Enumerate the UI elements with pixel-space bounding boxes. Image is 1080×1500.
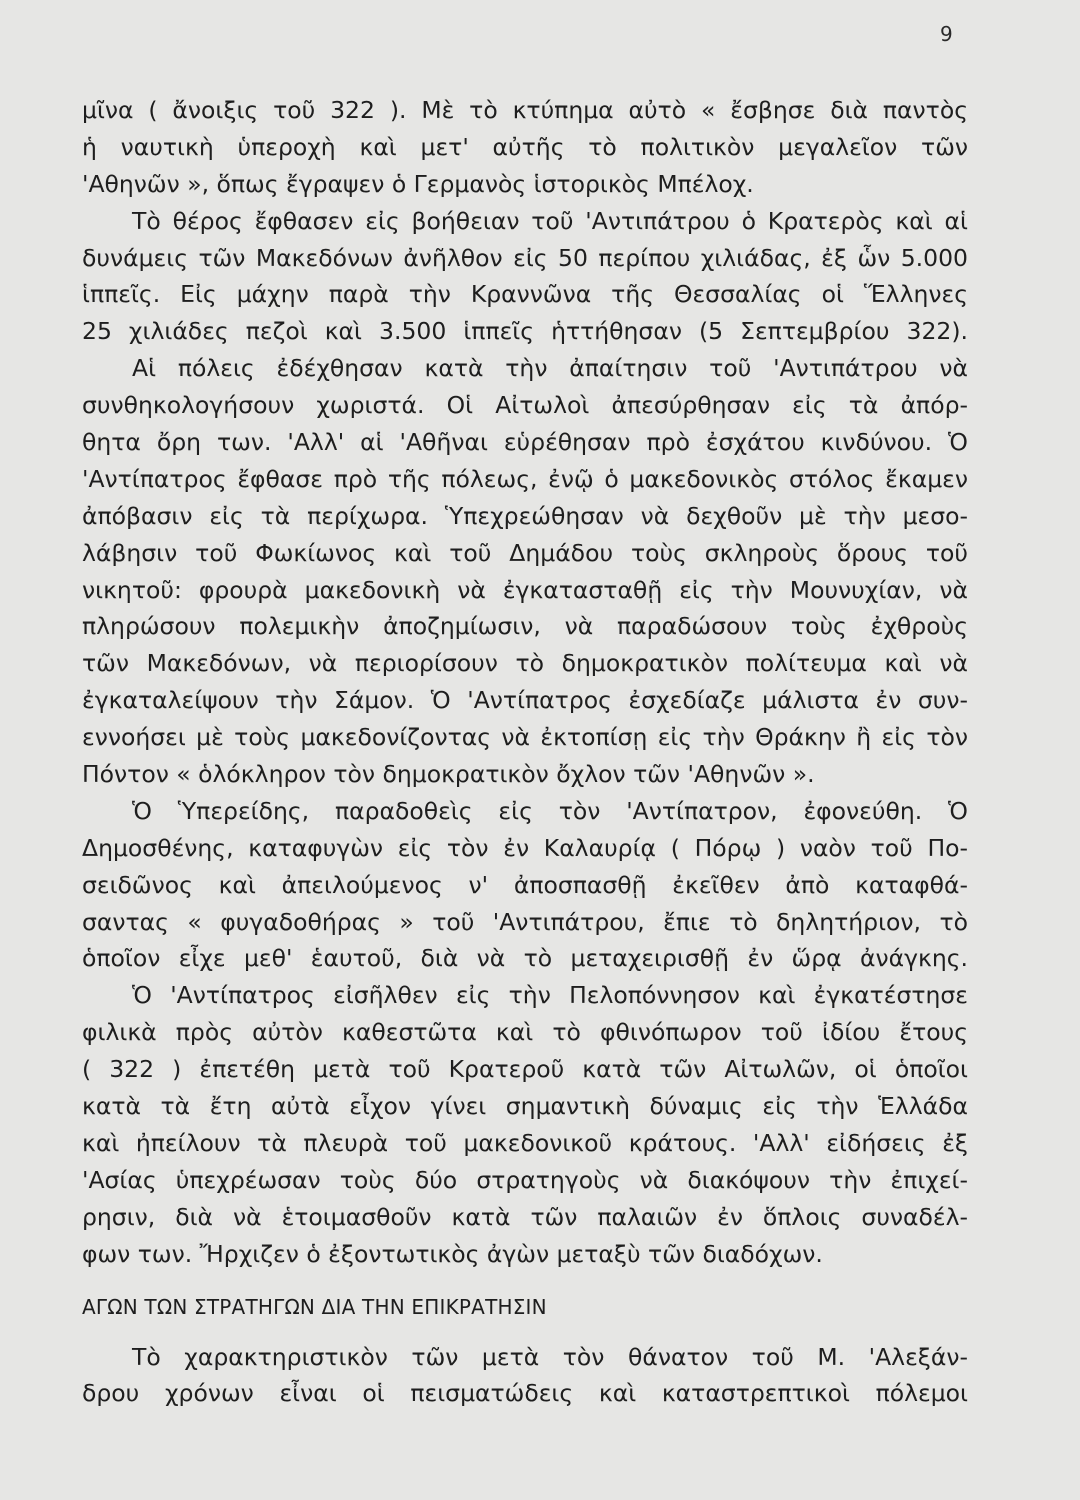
body-text	[82, 92, 968, 1412]
text-line: Πόντον « ὁλόκληρον τὸν δημοκρατικὸν ὄχλον τῶν 'Αθηνῶν ».	[82, 760, 815, 789]
text-line: δυνάμεις τῶν Μακεδόνων ἀνῆλθον εἰς 50 περίπου χιλιάδας, ἐξ ὧν 5.000	[82, 243, 968, 272]
page-number: 9	[940, 22, 953, 46]
text-line: 'Ασίας ὑπεχρέωσαν τοὺς δύο στρατηγοὺς νὰ διακόψουν τὴν ἐπιχεί-	[82, 1165, 968, 1194]
text-line: νικητοῦ: φρουρὰ μακεδονικὴ νὰ ἐγκατασταθῇ εἰς τὴν Μουνυχίαν, νὰ	[82, 575, 968, 604]
text-line: 25 χιλιάδες πεζοὶ καὶ 3.500 ἱππεῖς ἡττήθησαν (5 Σεπτεμβρίου 322).	[82, 317, 968, 346]
text-line: κατὰ τὰ ἔτη αὐτὰ εἶχον γίνει σημαντικὴ δύναμις εἰς τὴν Ἑλλάδα	[82, 1092, 968, 1121]
text-line: ὁποῖον εἶχε μεθ' ἑαυτοῦ, διὰ νὰ τὸ μεταχειρισθῇ ἐν ὥρᾳ ἀνάγκης.	[82, 944, 968, 973]
text-line: λάβησιν τοῦ Φωκίωνος καὶ τοῦ Δημάδου τοὺς σκληροὺς ὅρους τοῦ	[82, 538, 968, 567]
text-line: εννοήσει μὲ τοὺς μακεδονίζοντας νὰ ἐκτοπίσῃ εἰς τὴν Θράκην ἢ εἰς τὸν	[82, 723, 968, 752]
text-line: ἐγκαταλείψουν τὴν Σάμον. Ὁ 'Αντίπατρος ἐσχεδίαζε μάλιστα ἐν συν-	[82, 686, 968, 715]
text-line: Αἱ πόλεις ἐδέχθησαν κατὰ τὴν ἀπαίτησιν τοῦ 'Αντιπάτρου νὰ	[132, 354, 968, 383]
text-line: μῖνα ( ἄνοιξις τοῦ 322 ). Μὲ τὸ κτύπημα αὐτὸ « ἔσβησε διὰ παντὸς	[82, 96, 968, 124]
text-line: φων των. Ἤρχιζεν ὁ ἐξοντωτικὸς ἀγὼν μεταξὺ τῶν διαδόχων.	[82, 1239, 823, 1268]
text-line: Δημοσθένης, καταφυγὼν εἰς τὸν ἐν Καλαυρίᾳ ( Πόρῳ ) ναὸν τοῦ Πο-	[82, 833, 968, 862]
text-line: σειδῶνος καὶ ἀπειλούμενος ν' ἀποσπασθῇ ἐκεῖθεν ἀπὸ καταφθά-	[82, 870, 968, 899]
text-line: 'Αθηνῶν », ὅπως ἔγραψεν ὁ Γερμανὸς ἱστορικὸς Μπέλοχ.	[82, 169, 754, 198]
text-line: ρησιν, διὰ νὰ ἑτοιμασθοῦν κατὰ τῶν παλαιῶν ἐν ὅπλοις συναδέλ-	[82, 1202, 968, 1231]
text-line: δρου χρόνων εἶναι οἱ πεισματώδεις καὶ καταστρεπτικοὶ πόλεμοι	[82, 1379, 968, 1408]
text-line: τῶν Μακεδόνων, νὰ περιορίσουν τὸ δημοκρατικὸν πολίτευμα καὶ νὰ	[82, 649, 968, 678]
text-line: Ὁ 'Αντίπατρος εἰσῆλθεν εἰς τὴν Πελοπόννησον καὶ ἐγκατέστησε	[132, 981, 968, 1010]
text-line: θητα ὄρη των. 'Αλλ' αἱ 'Αθῆναι εὑρέθησαν πρὸ ἐσχάτου κινδύνου. Ὁ	[82, 428, 968, 457]
text-line: ἀπόβασιν εἰς τὰ περίχωρα. Ὑπεχρεώθησαν νὰ δεχθοῦν μὲ τὴν μεσο-	[82, 501, 968, 530]
text-line: καὶ ἠπείλουν τὰ πλευρὰ τοῦ μακεδονικοῦ κράτους. 'Αλλ' εἰδήσεις ἐξ	[82, 1128, 968, 1157]
text-line: πληρώσουν πολεμικὴν ἀποζημίωσιν, νὰ παραδώσουν τοὺς ἐχθροὺς	[82, 612, 968, 641]
text-line: Τὸ θέρος ἔφθασεν εἰς βοήθειαν τοῦ 'Αντιπάτρου ὁ Κρατερὸς καὶ αἱ	[132, 206, 968, 235]
text-line: Τὸ χαρακτηριστικὸν τῶν μετὰ τὸν θάνατον τοῦ Μ. 'Αλεξάν-	[132, 1342, 968, 1371]
text-line: ἡ ναυτικὴ ὑπεροχὴ καὶ μετ' αὐτῆς τὸ πολιτικὸν μεγαλεῖον τῶν	[82, 132, 968, 161]
text-line: συνθηκολογήσουν χωριστά. Οἱ Αἰτωλοὶ ἀπεσύρθησαν εἰς τὰ ἀπόρ-	[82, 391, 968, 420]
text-line: ( 322 ) ἐπετέθη μετὰ τοῦ Κρατεροῦ κατὰ τῶν Αἰτωλῶν, οἱ ὁποῖοι	[82, 1055, 968, 1084]
text-line: σαντας « φυγαδοθήρας » τοῦ 'Αντιπάτρου, ἔπιε τὸ δηλητήριον, τὸ	[82, 907, 968, 936]
text-line: φιλικὰ πρὸς αὐτὸν καθεστῶτα καὶ τὸ φθινόπωρον τοῦ ἰδίου ἔτους	[82, 1018, 968, 1047]
section-heading: ΑΓΩΝ ΤΩΝ ΣΤΡΑΤΗΓΩΝ ΔΙΑ ΤΗΝ ΕΠΙΚΡΑΤΗΣΙΝ	[82, 1294, 547, 1319]
text-line: ἱππεῖς. Εἰς μάχην παρὰ τὴν Κραννῶνα τῆς Θεσσαλίας οἱ Ἕλληνες	[82, 280, 968, 309]
text-line: Ὁ Ὑπερείδης, παραδοθεὶς εἰς τὸν 'Αντίπατρον, ἐφονεύθη. Ὁ	[132, 796, 968, 825]
text-line: 'Αντίπατρος ἔφθασε πρὸ τῆς πόλεως, ἐνῷ ὁ μακεδονικὸς στόλος ἔκαμεν	[82, 464, 968, 493]
